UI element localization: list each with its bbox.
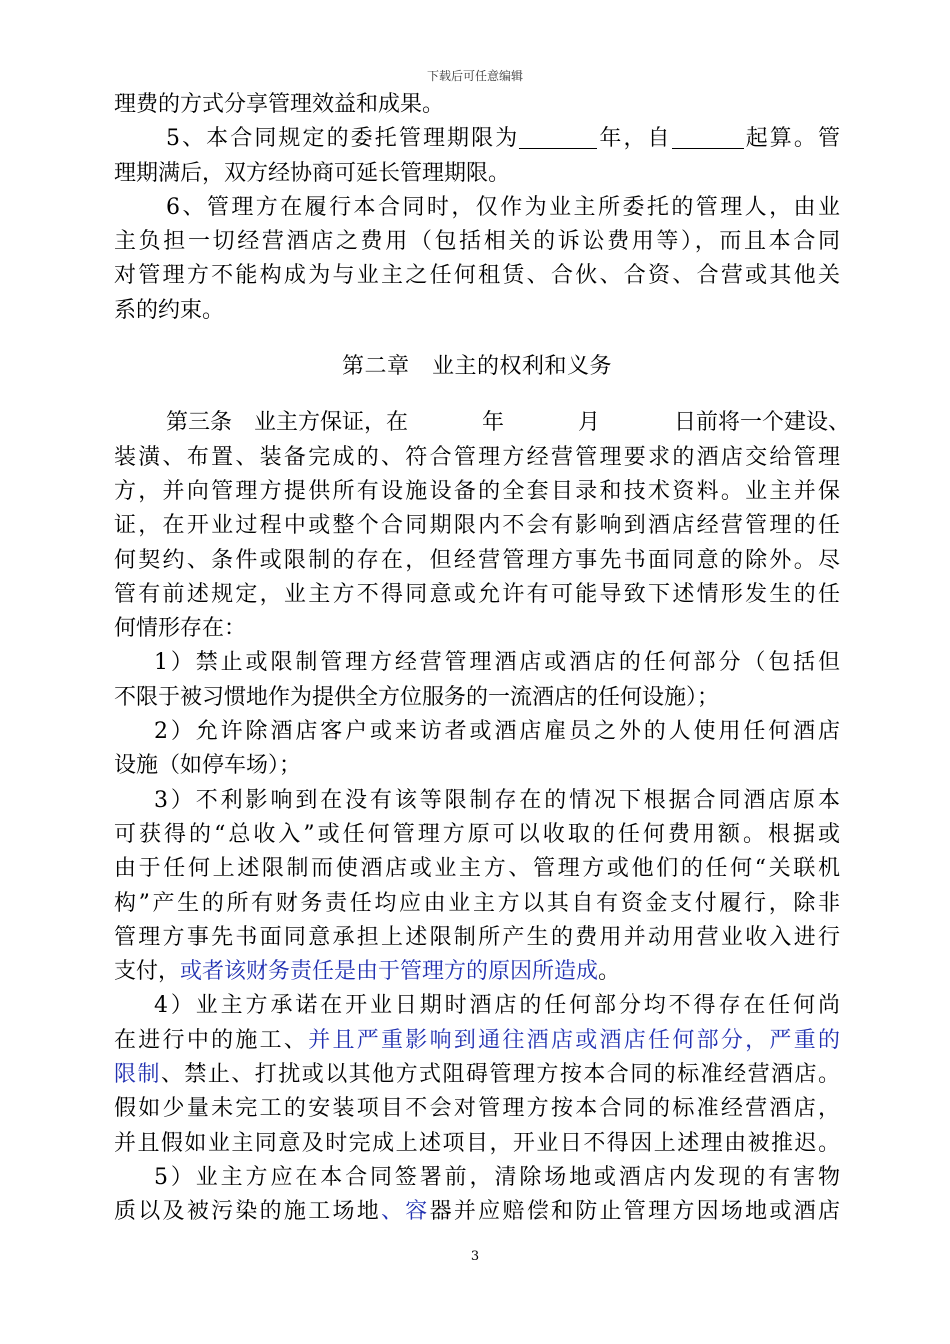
text-line: 对管理方不能构成为与业主之任何租赁、合伙、合资、合营或其他关 [114, 263, 840, 289]
blank-field-years [519, 126, 597, 149]
text-line: 6、管理方在履行本合同时，仅作为业主所委托的管理人，由业 [166, 194, 840, 220]
text-line: 理期满后，双方经协商可延长管理期限。 [114, 160, 511, 186]
text-line: 设施（如停车场）； [114, 753, 302, 779]
page-header: 下载后可任意编辑 [426, 69, 523, 83]
text-line: 主负担一切经营酒店之费用（包括相关的诉讼费用等），而且本合同 [114, 229, 840, 255]
text-line: 装潢、布置、装备完成的、符合管理方经营管理要求的酒店交给管理 [114, 444, 840, 470]
list-item-line: 2）允许除酒店客户或来访者或酒店雇员之外的人使用任何酒店 [154, 719, 840, 745]
revised-text: 限制 [114, 1062, 161, 1088]
text-line: 质以及被污染的施工场地、容器并应赔偿和防止管理方因场地或酒店 [114, 1199, 840, 1225]
article-line: 第三条 业主方保证，在 年 月 日前将一个建设、 [166, 410, 851, 436]
list-item-line: 5）业主方应在本合同签署前，清除场地或酒店内发现的有害物 [154, 1164, 840, 1190]
text-line: 管有前述规定，业主方不得同意或允许有可能导致下述情形发生的任 [114, 581, 840, 607]
blank-field-start [672, 126, 744, 149]
text-line: 管理方事先书面同意承担上述限制所产生的费用并动用营业收入进行 [114, 924, 840, 950]
text-line: 何情形存在： [114, 616, 247, 642]
text-line: 何契约、条件或限制的存在，但经营管理方事先书面同意的除外。尽 [114, 547, 840, 573]
text-line: 并且假如业主同意及时完成上述项目，开业日不得因上述理由被推迟。 [114, 1130, 840, 1156]
text-line: 支付，或者该财务责任是由于管理方的原因所造成。 [114, 959, 621, 985]
revised-text: 并且严重影响到通往酒店或酒店任何部分，严重的 [308, 1027, 840, 1053]
text-line: 构”产生的所有财务责任均应由业主方以其自有资金支付履行，除非 [114, 890, 840, 916]
list-item-line: 4）业主方承诺在开业日期时酒店的任何部分均不得存在任何尚 [154, 993, 840, 1019]
list-item-line: 1）禁止或限制管理方经营管理酒店或酒店的任何部分（包括但 [154, 650, 840, 676]
list-item-line: 3）不利影响到在没有该等限制存在的情况下根据合同酒店原本 [154, 787, 840, 813]
text-line: 理费的方式分享管理效益和成果。 [114, 92, 445, 117]
text-line: 证，在开业过程中或整个合同期限内不会有影响到酒店经营管理的任 [114, 513, 840, 539]
text-line: 方，并向管理方提供所有设施设备的全套目录和技术资料。业主并保 [114, 478, 840, 504]
text-line: 在进行中的施工、并且严重影响到通往酒店或酒店任何部分，严重的 [114, 1027, 840, 1053]
revised-text: 或者该财务责任是由于管理方的原因所造成 [180, 959, 599, 985]
chapter-title: 第二章 业主的权利和义务 [341, 354, 612, 380]
text-line: 限制、禁止、打扰或以其他方式阻碍管理方按本合同的标准经营酒店。 [114, 1062, 840, 1088]
text-line: 5、本合同规定的委托管理期限为 年，自 起算。管 [166, 126, 840, 152]
text-line: 不限于被习惯地作为提供全方位服务的一流酒店的任何设施）； [114, 684, 720, 710]
text-line: 可获得的“总收入”或任何管理方原可以收取的任何费用额。根据或 [114, 821, 840, 847]
text-line: 由于任何上述限制而使酒店或业主方、管理方或他们的任何“关联机 [114, 856, 840, 882]
revised-text: 、容 [381, 1199, 430, 1225]
text-line: 系的约束。 [114, 297, 225, 323]
text-line: 假如少量未完工的安装项目不会对管理方按本合同的标准经营酒店， [114, 1096, 840, 1122]
document-body [114, 88, 851, 1230]
page-number: 3 [470, 1249, 480, 1264]
